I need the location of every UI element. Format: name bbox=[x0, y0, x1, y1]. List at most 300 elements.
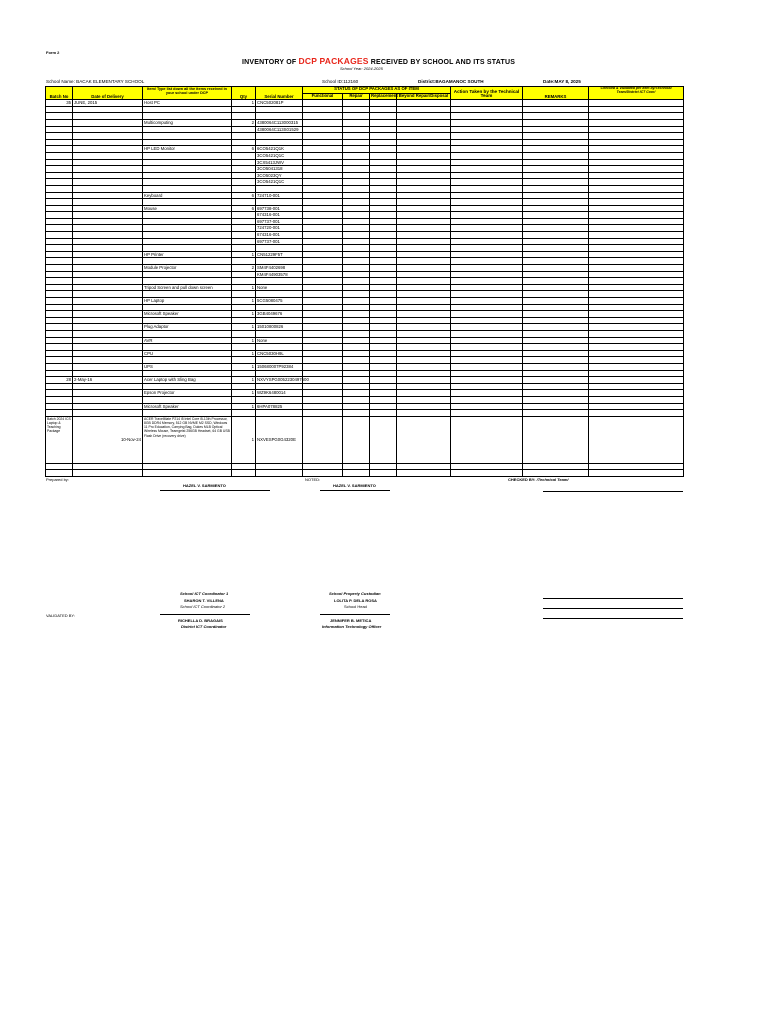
cell-serial bbox=[256, 410, 303, 417]
table-row bbox=[46, 265, 684, 272]
cell-batch bbox=[46, 159, 73, 166]
cell-batch bbox=[46, 185, 73, 192]
cell-qty bbox=[232, 179, 256, 186]
cell-action bbox=[451, 311, 523, 318]
cell-remarks bbox=[523, 133, 589, 140]
cell-replacement bbox=[370, 146, 397, 153]
cell-date bbox=[73, 192, 143, 199]
cell-qty: 6 bbox=[232, 205, 256, 212]
cell-replacement bbox=[370, 139, 397, 146]
cell-qty bbox=[232, 238, 256, 245]
cell-date bbox=[73, 199, 143, 206]
table-row bbox=[46, 344, 684, 351]
header-date-delivery: Date of Delivery bbox=[73, 87, 143, 100]
header-replacement: Replacement bbox=[370, 93, 397, 100]
cell-remarks bbox=[523, 251, 589, 258]
cell-remarks bbox=[523, 113, 589, 120]
cell-beyond bbox=[397, 291, 451, 298]
noted-signature-line bbox=[320, 490, 390, 491]
cell-replacement bbox=[370, 251, 397, 258]
cell-qty bbox=[232, 139, 256, 146]
cell-batch bbox=[46, 284, 73, 291]
cell-serial: CNC502081P bbox=[256, 100, 303, 107]
cell-serial bbox=[256, 317, 303, 324]
cell-checked bbox=[589, 357, 684, 364]
cell-serial: 3GB4049676 bbox=[256, 311, 303, 318]
table-row bbox=[46, 146, 684, 153]
cell-remarks bbox=[523, 337, 589, 344]
cell-serial bbox=[256, 357, 303, 364]
cell-replacement bbox=[370, 291, 397, 298]
cell-beyond bbox=[397, 258, 451, 265]
cell-replacement bbox=[370, 152, 397, 159]
inventory-table bbox=[45, 86, 684, 477]
cell-checked bbox=[589, 119, 684, 126]
cell-beyond bbox=[397, 172, 451, 179]
cell-action bbox=[451, 205, 523, 212]
cell-beyond bbox=[397, 337, 451, 344]
cell-action bbox=[451, 410, 523, 417]
cell-batch bbox=[46, 166, 73, 173]
cell-date bbox=[73, 284, 143, 291]
cell-repair bbox=[343, 212, 370, 219]
cell-action bbox=[451, 152, 523, 159]
table-row bbox=[46, 245, 684, 252]
cell-remarks bbox=[523, 205, 589, 212]
cell-beyond bbox=[397, 383, 451, 390]
cell-serial: 697737-001 bbox=[256, 238, 303, 245]
cell-serial: SM4F4402698 bbox=[256, 265, 303, 272]
cell-item bbox=[143, 199, 232, 206]
cell-functional bbox=[303, 100, 343, 107]
cell-remarks bbox=[523, 357, 589, 364]
cell-batch bbox=[46, 133, 73, 140]
cell-serial bbox=[256, 113, 303, 120]
cell-item bbox=[143, 185, 232, 192]
cell-serial bbox=[256, 106, 303, 113]
cell-remarks bbox=[523, 344, 589, 351]
cell-qty bbox=[232, 172, 256, 179]
cell-replacement bbox=[370, 278, 397, 285]
header-checked-validated: Checked & Validated per Item by/Technical Team/District ICT Coor/ bbox=[589, 87, 684, 100]
cell-action bbox=[451, 166, 523, 173]
cell-serial bbox=[256, 278, 303, 285]
cell-item bbox=[143, 225, 232, 232]
table-row bbox=[46, 337, 684, 344]
cell-batch bbox=[46, 383, 73, 390]
cell-action bbox=[451, 218, 523, 225]
table-row bbox=[46, 291, 684, 298]
cell-item: HP LED Monitor bbox=[143, 146, 232, 153]
cell-qty bbox=[232, 357, 256, 364]
validated-by-label: VALIDATED BY: bbox=[46, 613, 75, 618]
cell-item bbox=[143, 410, 232, 417]
cell-functional bbox=[303, 324, 343, 331]
cell-replacement bbox=[370, 113, 397, 120]
cell-remarks bbox=[523, 396, 589, 403]
cell-repair bbox=[343, 291, 370, 298]
cell-qty: 1 bbox=[232, 350, 256, 357]
table-row bbox=[46, 410, 684, 417]
cell-functional bbox=[303, 304, 343, 311]
cell-checked bbox=[589, 238, 684, 245]
cell-beyond bbox=[397, 199, 451, 206]
title-post: RECEIVED BY SCHOOL AND ITS STATUS bbox=[368, 59, 516, 66]
cell-batch bbox=[46, 291, 73, 298]
cell-action bbox=[451, 344, 523, 351]
cell-qty bbox=[232, 232, 256, 239]
cell-serial bbox=[256, 139, 303, 146]
table-header bbox=[46, 87, 684, 100]
cell-batch bbox=[46, 304, 73, 311]
cell-checked bbox=[589, 317, 684, 324]
cell-batch bbox=[46, 396, 73, 403]
cell-remarks bbox=[523, 403, 589, 410]
cell-beyond bbox=[397, 139, 451, 146]
cell-item: Microsoft Speaker bbox=[143, 403, 232, 410]
cell-serial bbox=[256, 199, 303, 206]
table-row bbox=[46, 258, 684, 265]
cell-serial bbox=[256, 258, 303, 265]
cell-serial: 724720-001 bbox=[256, 225, 303, 232]
table-row bbox=[46, 126, 684, 133]
cell-checked bbox=[589, 416, 684, 463]
cell-serial: 3CO5421Q1C bbox=[256, 179, 303, 186]
cell-beyond bbox=[397, 185, 451, 192]
cell-remarks bbox=[523, 166, 589, 173]
cell-replacement bbox=[370, 390, 397, 397]
cell-serial: KM4F44903578 bbox=[256, 271, 303, 278]
cell-batch: 28 bbox=[46, 377, 73, 384]
cell-replacement bbox=[370, 363, 397, 370]
cell-replacement bbox=[370, 126, 397, 133]
cell-functional bbox=[303, 258, 343, 265]
cell-functional bbox=[303, 416, 343, 463]
cell-remarks bbox=[523, 317, 589, 324]
coordinator-2-title: School ICT Coordinator 2 bbox=[180, 604, 226, 609]
cell-replacement bbox=[370, 298, 397, 305]
cell-date bbox=[73, 311, 143, 318]
table-row bbox=[46, 199, 684, 206]
cell-item: Microsoft Speaker bbox=[143, 311, 232, 318]
cell-repair bbox=[343, 383, 370, 390]
cell-qty: 1 bbox=[232, 390, 256, 397]
cell-action bbox=[451, 185, 523, 192]
cell-replacement bbox=[370, 192, 397, 199]
cell-batch: 35 bbox=[46, 100, 73, 107]
table-row bbox=[46, 298, 684, 305]
cell-batch bbox=[46, 212, 73, 219]
cell-remarks bbox=[523, 383, 589, 390]
cell-repair bbox=[343, 251, 370, 258]
cell-item bbox=[143, 139, 232, 146]
cell-functional bbox=[303, 370, 343, 377]
table-row bbox=[46, 357, 684, 364]
cell-replacement bbox=[370, 396, 397, 403]
cell-checked bbox=[589, 192, 684, 199]
cell-functional bbox=[303, 363, 343, 370]
cell-date bbox=[73, 245, 143, 252]
cell-item bbox=[143, 245, 232, 252]
cell-checked bbox=[589, 212, 684, 219]
cell-checked bbox=[589, 245, 684, 252]
cell-replacement bbox=[370, 265, 397, 272]
cell-qty: 1 bbox=[232, 377, 256, 384]
cell-replacement bbox=[370, 377, 397, 384]
header-item-type: Item/ Type list down all the items received in your school under DCP bbox=[143, 87, 232, 100]
cell-checked bbox=[589, 298, 684, 305]
cell-functional bbox=[303, 192, 343, 199]
table-row bbox=[46, 284, 684, 291]
cell-action bbox=[451, 146, 523, 153]
cell-qty: 1 bbox=[232, 363, 256, 370]
cell-serial bbox=[256, 330, 303, 337]
cell-beyond bbox=[397, 278, 451, 285]
cell-qty bbox=[232, 245, 256, 252]
cell-checked bbox=[589, 126, 684, 133]
cell-remarks bbox=[523, 172, 589, 179]
table-row bbox=[46, 179, 684, 186]
cell-checked bbox=[589, 311, 684, 318]
cell-repair bbox=[343, 205, 370, 212]
table-row bbox=[46, 238, 684, 245]
cell-action bbox=[451, 265, 523, 272]
cell-item bbox=[143, 304, 232, 311]
cell-action bbox=[451, 383, 523, 390]
cell-beyond bbox=[397, 205, 451, 212]
cell-qty bbox=[232, 126, 256, 133]
cell-repair bbox=[343, 245, 370, 252]
cell-remarks bbox=[523, 410, 589, 417]
cell-checked bbox=[589, 106, 684, 113]
division-signature-line bbox=[320, 614, 390, 615]
cell-batch bbox=[46, 403, 73, 410]
cell-serial: 4380064C113000315 bbox=[256, 119, 303, 126]
table-row bbox=[46, 139, 684, 146]
table-row bbox=[46, 324, 684, 331]
cell-remarks bbox=[523, 377, 589, 384]
cell-date bbox=[73, 403, 143, 410]
cell-item bbox=[143, 344, 232, 351]
noted-label: NOTED: bbox=[305, 477, 321, 482]
cell-item: ACER TravelMate P214 i5 Intel Core i5-13th Processor, 8GB DDR4 Memory, 512 GB NVME M2 SSD, Windows 11 Pro Education, Carrying Bag, Dukes MLB Optical Wireless Mouse, Teamgeist 256GB Headset, 64 GB USB Flash Drive (recovery drive) bbox=[143, 416, 232, 463]
cell-serial: None bbox=[256, 284, 303, 291]
cell-repair bbox=[343, 258, 370, 265]
table-row bbox=[46, 152, 684, 159]
cell-repair bbox=[343, 416, 370, 463]
cell-item bbox=[143, 126, 232, 133]
table-row bbox=[46, 350, 684, 357]
cell-date: JUNE, 2015 bbox=[73, 100, 143, 107]
cell-functional bbox=[303, 278, 343, 285]
cell-replacement bbox=[370, 311, 397, 318]
cell-qty: 1 bbox=[232, 416, 256, 463]
cell-functional bbox=[303, 357, 343, 364]
cell-functional bbox=[303, 212, 343, 219]
cell-serial: 4380064C113S01529 bbox=[256, 126, 303, 133]
cell-batch bbox=[46, 139, 73, 146]
cell-beyond bbox=[397, 357, 451, 364]
cell-beyond bbox=[397, 218, 451, 225]
cell-functional bbox=[303, 119, 343, 126]
cell-qty bbox=[232, 291, 256, 298]
cell-repair bbox=[343, 278, 370, 285]
cell-checked bbox=[589, 370, 684, 377]
cell-item bbox=[143, 179, 232, 186]
division-officer-name: JENNIFER B. METICA bbox=[330, 618, 372, 623]
cell-date bbox=[73, 232, 143, 239]
cell-item: Acer Laptop with Sling Bag bbox=[143, 377, 232, 384]
cell-checked bbox=[589, 265, 684, 272]
cell-functional bbox=[303, 218, 343, 225]
cell-action bbox=[451, 139, 523, 146]
cell-remarks bbox=[523, 324, 589, 331]
cell-beyond bbox=[397, 126, 451, 133]
cell-beyond bbox=[397, 304, 451, 311]
cell-beyond bbox=[397, 133, 451, 140]
cell-serial bbox=[256, 133, 303, 140]
cell-batch bbox=[46, 363, 73, 370]
cell-action bbox=[451, 363, 523, 370]
cell-repair bbox=[343, 179, 370, 186]
cell-qty: 1 bbox=[232, 251, 256, 258]
cell-replacement bbox=[370, 403, 397, 410]
cell-action bbox=[451, 192, 523, 199]
cell-qty bbox=[232, 383, 256, 390]
cell-qty bbox=[232, 166, 256, 173]
cell-remarks bbox=[523, 258, 589, 265]
cell-repair bbox=[343, 166, 370, 173]
cell-remarks bbox=[523, 330, 589, 337]
cell-functional bbox=[303, 172, 343, 179]
cell-date bbox=[73, 271, 143, 278]
cell-repair bbox=[343, 106, 370, 113]
cell-qty bbox=[232, 344, 256, 351]
cell-date bbox=[73, 304, 143, 311]
cell-serial bbox=[256, 291, 303, 298]
checked-by-label bbox=[508, 477, 569, 482]
cell-functional bbox=[303, 284, 343, 291]
cell-date bbox=[73, 350, 143, 357]
cell-batch bbox=[46, 278, 73, 285]
cell-qty bbox=[232, 199, 256, 206]
cell-date bbox=[73, 238, 143, 245]
cell-batch bbox=[46, 179, 73, 186]
cell-functional bbox=[303, 251, 343, 258]
cell-functional bbox=[303, 106, 343, 113]
cell-beyond bbox=[397, 403, 451, 410]
cell-remarks bbox=[523, 298, 589, 305]
cell-item bbox=[143, 113, 232, 120]
title-accent: DCP PACKAGES bbox=[298, 56, 369, 66]
custodian-name: LOLITA P. DELA ROSA bbox=[334, 598, 377, 603]
table-row bbox=[46, 390, 684, 397]
header-serial-number: Serial Number bbox=[256, 87, 303, 100]
cell-checked bbox=[589, 344, 684, 351]
cell-item bbox=[143, 172, 232, 179]
cell-beyond bbox=[397, 225, 451, 232]
cell-repair bbox=[343, 396, 370, 403]
cell-checked bbox=[589, 166, 684, 173]
cell-beyond bbox=[397, 390, 451, 397]
cell-checked bbox=[589, 284, 684, 291]
cell-batch bbox=[46, 172, 73, 179]
cell-remarks bbox=[523, 199, 589, 206]
cell-functional bbox=[303, 344, 343, 351]
cell-batch bbox=[46, 126, 73, 133]
cell-serial: NXVESPG0G4320E bbox=[256, 416, 303, 463]
cell-action bbox=[451, 232, 523, 239]
cell-replacement bbox=[370, 284, 397, 291]
cell-qty bbox=[232, 159, 256, 166]
report-date: Date:MAY 8, 2025 bbox=[543, 79, 581, 84]
cell-date bbox=[73, 205, 143, 212]
cell-action bbox=[451, 278, 523, 285]
cell-checked bbox=[589, 350, 684, 357]
cell-checked bbox=[589, 403, 684, 410]
cell-repair bbox=[343, 271, 370, 278]
cell-functional bbox=[303, 205, 343, 212]
cell-qty bbox=[232, 225, 256, 232]
cell-action bbox=[451, 119, 523, 126]
cell-remarks bbox=[523, 146, 589, 153]
cell-action bbox=[451, 258, 523, 265]
cell-qty bbox=[232, 370, 256, 377]
cell-qty: 6 bbox=[232, 146, 256, 153]
cell-repair bbox=[343, 337, 370, 344]
cell-repair bbox=[343, 377, 370, 384]
school-head-title: School Head bbox=[344, 604, 367, 609]
cell-repair bbox=[343, 225, 370, 232]
cell-repair bbox=[343, 324, 370, 331]
cell-item: Tripod Screen and pull down screen bbox=[143, 284, 232, 291]
cell-repair bbox=[343, 192, 370, 199]
cell-action bbox=[451, 284, 523, 291]
header-repair: Repair bbox=[343, 93, 370, 100]
cell-batch bbox=[46, 119, 73, 126]
cell-beyond bbox=[397, 330, 451, 337]
cell-beyond bbox=[397, 344, 451, 351]
table-row bbox=[46, 212, 684, 219]
cell-functional bbox=[303, 152, 343, 159]
cell-action bbox=[451, 390, 523, 397]
cell-serial: CN51229F5T bbox=[256, 251, 303, 258]
cell-repair bbox=[343, 159, 370, 166]
cell-functional bbox=[303, 396, 343, 403]
cell-remarks bbox=[523, 291, 589, 298]
cell-replacement bbox=[370, 344, 397, 351]
cell-item bbox=[143, 291, 232, 298]
cell-date bbox=[73, 265, 143, 272]
cell-repair bbox=[343, 390, 370, 397]
cell-beyond bbox=[397, 350, 451, 357]
cell-date: 2-May-16 bbox=[73, 377, 143, 384]
cell-repair bbox=[343, 146, 370, 153]
cell-action bbox=[451, 324, 523, 331]
cell-checked bbox=[589, 330, 684, 337]
cell-batch bbox=[46, 205, 73, 212]
cell-batch bbox=[46, 317, 73, 324]
cell-functional bbox=[303, 179, 343, 186]
header-functional: Functional bbox=[303, 93, 343, 100]
cell-functional bbox=[303, 185, 343, 192]
cell-checked bbox=[589, 199, 684, 206]
cell-checked bbox=[589, 205, 684, 212]
table-body bbox=[46, 100, 684, 417]
cell-checked bbox=[589, 271, 684, 278]
cell-remarks bbox=[523, 159, 589, 166]
cell-replacement bbox=[370, 179, 397, 186]
